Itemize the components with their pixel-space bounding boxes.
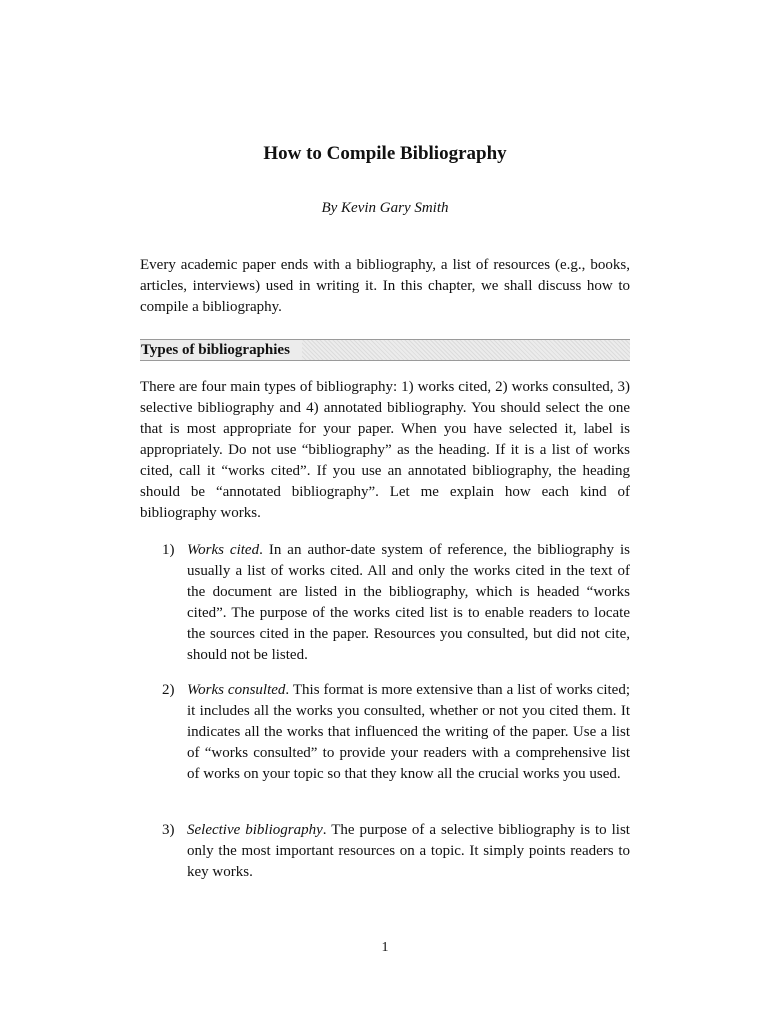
list-item-text: [187, 820, 630, 883]
list-item-term: Works cited: [187, 542, 260, 558]
list-item-number: 2): [162, 682, 175, 698]
list-item-text: [187, 540, 630, 666]
section-heading: Types of bibliographies: [140, 340, 302, 360]
list-item-body: . The purpose of a selective bibliography is to list only the most important resources on a topic. It simply points readers to key works.: [187, 822, 630, 880]
author-byline: By Kevin Gary Smith: [321, 200, 449, 216]
list-item-body: . In an author-date system of reference, the bibliography is usually a list of works cited. All and only the works cited in the text of the document are listed in the bibliography, which is headed “works cited”. The purpose of the works cited list is to enable readers to locate the sources cited in the paper. Resources you consulted, but did not cite, should not be listed.: [187, 542, 630, 663]
section-body-paragraph: There are four main types of bibliography: 1) works cited, 2) works consulted, 3) selective bibliography and 4) annotated bibliography. You should select the one that is most appropriate for your paper. When you have selected it, label is appropriately. Do not use “bibliography” as the heading. If it is a list of works cited, call it “works cited”. If you use an annotated bibliography, the heading should be “annotated bibliography”. Let me explain how each kind of bibliography works.: [140, 379, 630, 521]
document-title: How to Compile Bibliography: [263, 143, 507, 164]
intro-paragraph: Every academic paper ends with a bibliography, a list of resources (e.g., books, articles, interviews) used in writing it. In this chapter, we shall discuss how to compile a bibliography.: [140, 257, 630, 315]
list-item-text: [187, 680, 630, 785]
list-item-term: Works consulted: [187, 682, 286, 698]
list-item-number: 1): [162, 542, 175, 558]
list-item-number: 3): [162, 822, 175, 838]
section-heading-bar: [140, 339, 630, 361]
list-item-term: Selective bibliography: [187, 822, 323, 838]
list-item-body: . This format is more extensive than a list of works cited; it includes all the works you consulted, whether or not you cited them. It indicates all the works that influenced the writing of the paper. Use a list of “works consulted” to provide your readers with a comprehensive list of works on your topic so that they know all the crucial works you used.: [187, 682, 630, 782]
page-number: 1: [381, 940, 389, 955]
